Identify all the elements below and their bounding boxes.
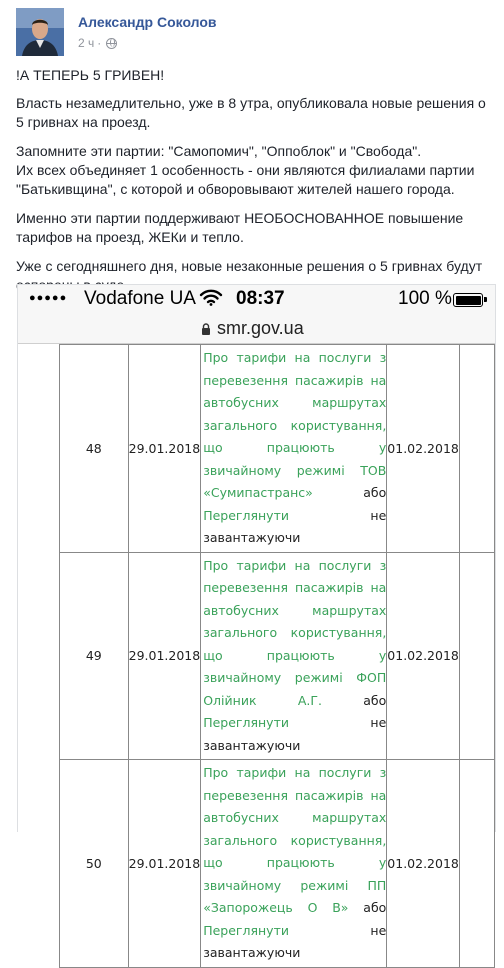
document-link[interactable]: Про тарифи на послуги з перевезення пасажирів на автобусних маршрутах загального користування, що працюють у звичайному режимі ПП «Запорожець О В» bbox=[203, 765, 387, 915]
post-paragraph: Уже с сегодняшнего дня, новые незаконные решения о 5 гривнах будут bbox=[16, 258, 483, 274]
row-number: 48 bbox=[60, 345, 129, 553]
globe-icon[interactable] bbox=[106, 38, 117, 49]
post-body bbox=[16, 66, 494, 305]
row-effective-date: 01.02.2018 bbox=[387, 760, 460, 968]
battery-percent: 100 % bbox=[398, 288, 452, 309]
decisions-table bbox=[59, 344, 495, 968]
row-effective-date: 01.02.2018 bbox=[387, 345, 460, 553]
lock-icon bbox=[201, 323, 211, 335]
row-date: 29.01.2018 bbox=[128, 760, 201, 968]
avatar[interactable] bbox=[16, 8, 64, 56]
post-header bbox=[16, 8, 496, 56]
row-extra-cell bbox=[459, 345, 494, 553]
post-paragraph: Именно эти партии поддерживают НЕОБОСНОВАННОЕ повышение тарифов на проезд, ЖЕКи и тепло. bbox=[16, 210, 464, 245]
row-extra-cell bbox=[459, 760, 494, 968]
battery-icon bbox=[453, 293, 483, 307]
row-effective-date: 01.02.2018 bbox=[387, 552, 460, 760]
browser-url-bar bbox=[18, 315, 495, 344]
row-description bbox=[201, 345, 387, 553]
wifi-icon bbox=[200, 290, 222, 306]
table-row bbox=[60, 345, 495, 553]
row-number: 49 bbox=[60, 552, 129, 760]
row-number: 50 bbox=[60, 760, 129, 968]
view-link[interactable]: Переглянути bbox=[203, 715, 289, 730]
view-link[interactable]: Переглянути bbox=[203, 507, 289, 523]
post-time[interactable]: 2 ч bbox=[78, 36, 95, 50]
or-text: або bbox=[321, 692, 387, 708]
document-link[interactable]: Про тарифи на послуги з перевезення пасажирів на автобусних маршрутах загального користування, що працюють у звичайному режимі ТОВ «Сумипастранс» bbox=[203, 350, 387, 500]
post-paragraph: Власть незамедлительно, уже в 8 утра, опубликовала новые решения о 5 гривнах на проезд. bbox=[16, 95, 486, 130]
phone-status-bar bbox=[18, 285, 495, 315]
view-link[interactable]: Переглянути bbox=[203, 922, 289, 938]
signal-icon: ●●●●● bbox=[29, 292, 68, 304]
table-row bbox=[60, 760, 495, 968]
post-meta bbox=[78, 36, 117, 50]
carrier-name: Vodafone UA bbox=[84, 288, 196, 309]
author-name[interactable]: Александр Соколов bbox=[78, 14, 217, 30]
attached-screenshot[interactable] bbox=[17, 284, 496, 960]
view-tail-text: не завантажуючи bbox=[203, 715, 387, 753]
row-date: 29.01.2018 bbox=[128, 345, 201, 553]
meta-separator: · bbox=[97, 36, 102, 50]
or-text: або bbox=[312, 485, 387, 500]
row-description bbox=[201, 552, 387, 760]
post-paragraph: Запомните эти партии: "Самопомич", "Оппоблок" и "Свобода". Их всех объединяет 1 особенность - они являются филиалами партии "Батькивщина", с которой и обворовывают жителей нашего города. bbox=[16, 143, 475, 197]
view-tail-text: не завантажуючи bbox=[203, 507, 387, 545]
row-date: 29.01.2018 bbox=[128, 552, 201, 760]
url-text: smr.gov.ua bbox=[217, 318, 304, 338]
view-tail-text: не завантажуючи bbox=[203, 922, 387, 960]
document-link[interactable]: Про тарифи на послуги з перевезення пасажирів на автобусних маршрутах загального користування, що працюють у звичайному режимі ФОП Олійник А.Г. bbox=[203, 557, 387, 708]
or-text: або bbox=[348, 900, 387, 915]
row-description bbox=[201, 760, 387, 968]
row-extra-cell bbox=[459, 552, 494, 760]
phone-clock: 08:37 bbox=[236, 288, 285, 309]
table-row bbox=[60, 552, 495, 760]
post-paragraph: !А ТЕПЕРЬ 5 ГРИВЕН! bbox=[16, 67, 165, 83]
